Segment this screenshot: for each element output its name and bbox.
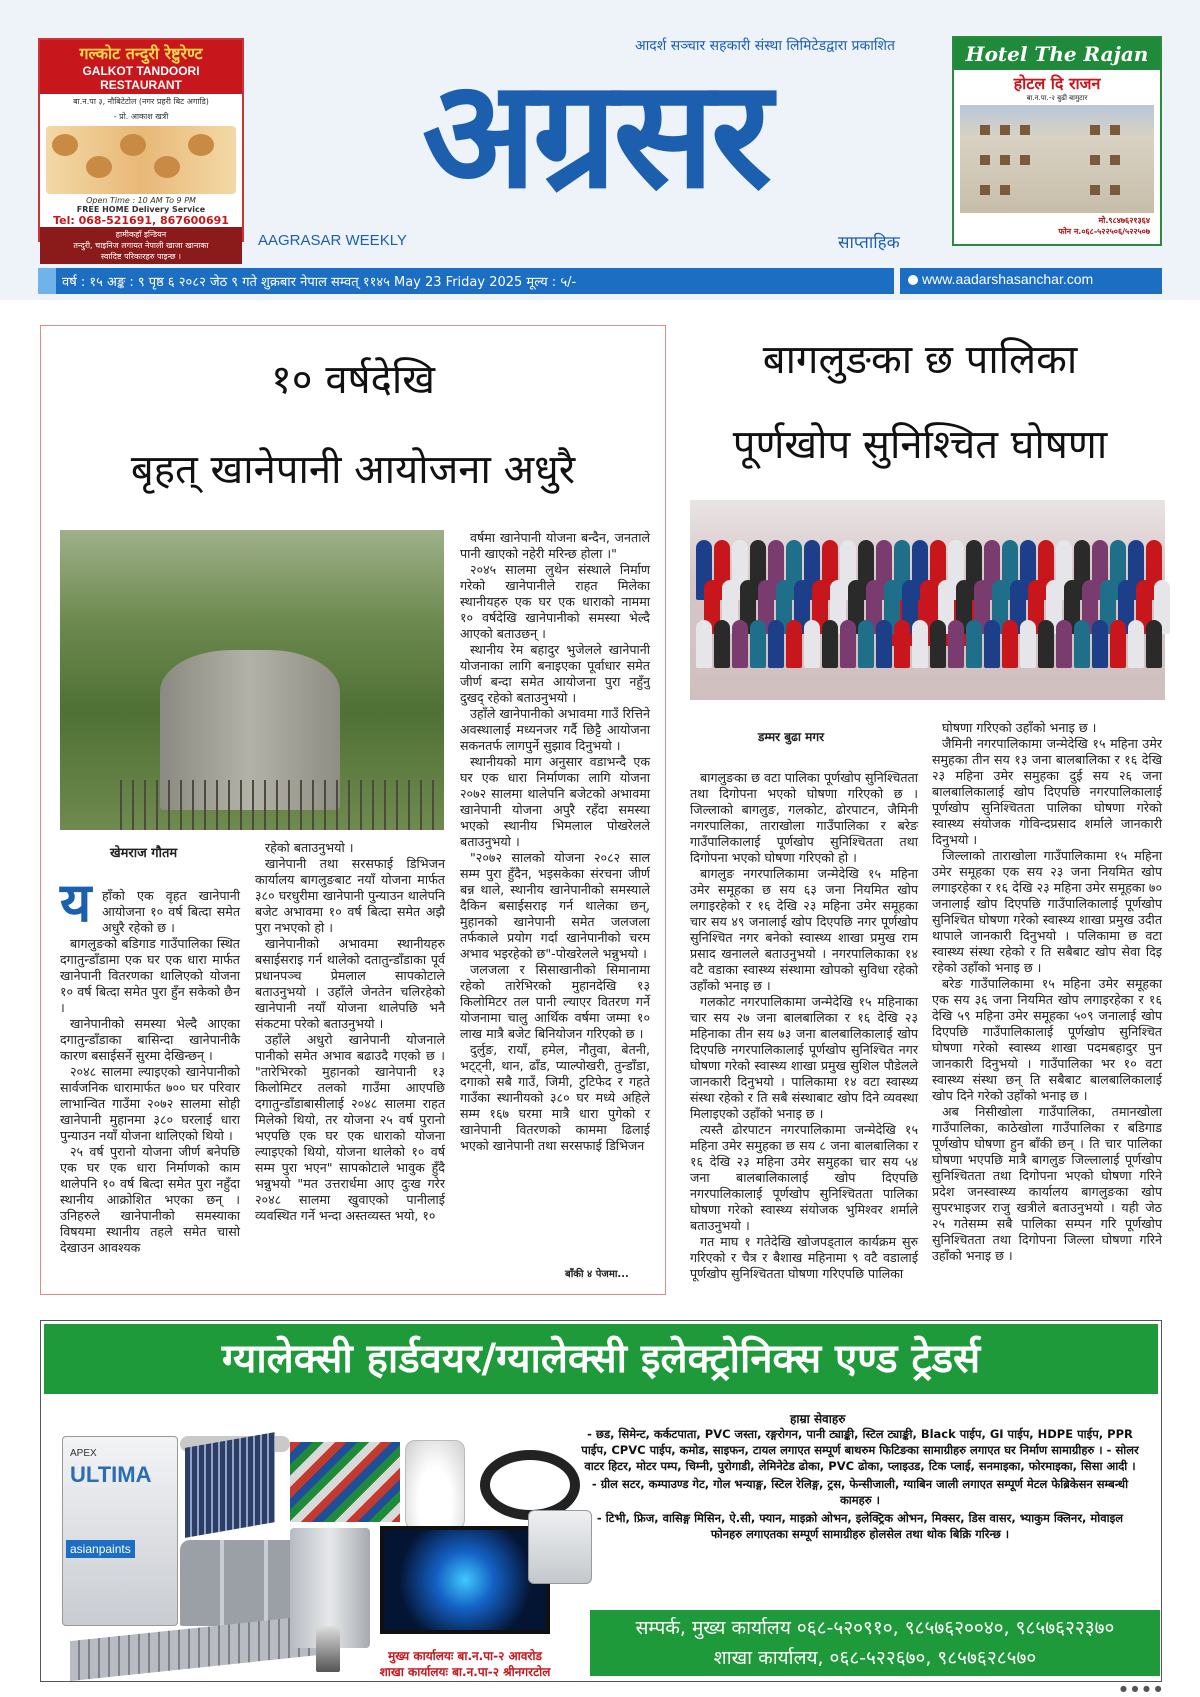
paragraph: जलजला र सिसाखानीको सिमानामा रहेको तारेभिरको मुहानदेखि १३ किलोमिटर तल पानी ल्याएर वितरण गर्ने योजनामा चालु आर्थिक वर्षमा जम्मा १० लाख मात्रै बजेट बिनियोजन गरिएको छ । [460, 962, 650, 1041]
paragraph: अब निसीखोला गाउँपालिका, तमानखोला गाउँपालिका, काठेखोला गाउँपालिका र बडिगाड पूर्णखोप घोषणा हुन बाँकी छन् । ति चार पालिका घोषणा भएपछि मात्रै बागलुङ जिल्लालाई पूर्णखोप सुनिश्चितता तथा दिगोपना भएको घोषणा गरिने प्रदेश जनस्वास्थ्य कार्यालय बागलुङका खोप सुपरभाइजर राजु खत्रीले बताउनुभयो । यही जेठ २५ गतेसम्म सबै पालिका सम्पन गरि पूर्णखोप सुनिश्चितता तथा दिगोपना जिल्ला घोषणा गरिने उहाँको भनाइ छ । [932, 1104, 1162, 1263]
service-item: - ग्रील सटर, कम्पाउण्ड गेट, गोल भन्याङ्ग, स्टिल रेलिङ्ग, ट्रस, फेन्सीजाली, ग्याबिन जाली लगाएत सम्पूर्ण मेटल फेब्रिकेसन सम्बन्धी कामहरु । [591, 1477, 1129, 1507]
right-story-headline-1: बागलुङका छ पालिका [762, 337, 1078, 383]
bullet-icon [908, 275, 918, 285]
solar-heater-panel [185, 1432, 275, 1538]
branch-office: शाखा कार्यालयः बा.न.पा-२ श्रीनगरटोल [379, 1665, 551, 1679]
person-figure [696, 620, 712, 668]
contact-main: सम्पर्क, मुख्य कार्यालय ०६८-५२०९१०, ९८५७६२००४०, ९८५७६२२३७० [635, 1617, 1115, 1639]
right-story-headline-2: पूर्णखोप सुनिश्चित घोषणा [732, 422, 1108, 468]
restaurant-footer-line2: तन्दुरी, चाइनिज लगायत नेपाली खाजा खानाका [73, 241, 209, 250]
newspaper-name-en: AAGRASAR WEEKLY [258, 232, 407, 249]
left-story-column-2 [255, 840, 445, 1224]
paragraph: २०४८ सालमा ल्याइएको खानेपानीको सार्वजनिक धारामार्फत ७०० घर परिवार लाभान्वित गाउँमा २०७२ सालमा सोही खानेपानी मुहानमा ३८० घरलाई धारा पुन्याउन नयाँ योजना थालिएको थियो । [60, 1064, 240, 1143]
restaurant-proprietor: - प्रो. आकाश खत्री [113, 112, 169, 121]
paragraph: २०४५ सालमा लुथेन संस्थाले निर्माण गरेको खानेपानीले राहत मिलेका स्थानीयहरु एक घर एक धाराको नाममा १० वर्षदेखि खानेपानीको समस्या भेल्दै आएको बताउछन् । [460, 562, 650, 641]
hotel-name-en: Hotel The Rajan [954, 38, 1160, 70]
person-figure [840, 620, 856, 668]
website-link[interactable]: www.aadarshasanchar.com [922, 271, 1094, 287]
paragraph: स्थानीय रेम बहादुर भुजेलले खानेपानी योजनाका लागि बनाइएका पूर्वाधार समेत जीर्ण बन्दा समेत आयोजना पुरा नहुँनु दुखद् रहेको बताउनुभयो । [460, 642, 650, 705]
contact-box [590, 1610, 1160, 1676]
hardware-ad-headline: ग्यालेक्सी हार्डवयर/ग्यालेक्सी इलेक्ट्रोनिक्स एण्ड ट्रेडर्स [44, 1324, 1158, 1394]
paragraph: खानेपानीको समस्या भेल्दै आएका दगातुन्डाँडाका बासिन्दा खानेपानीकै कारण बसाईसर्ने सुरमा देखिन्छन् । [60, 1016, 240, 1063]
person-figure [1056, 620, 1072, 668]
toilet-commode [405, 1440, 465, 1530]
newspaper-logo: अग्रसर [422, 48, 768, 222]
person-figure [750, 620, 766, 668]
person-figure [948, 620, 964, 668]
person-figure [1092, 620, 1108, 668]
person-figure [1128, 620, 1144, 668]
restaurant-footer-line1: हामीकहाँ इन्डियन [115, 230, 167, 239]
paint-maker: asianpaints [66, 1540, 135, 1558]
person-figure [930, 620, 946, 668]
office-addresses [345, 1648, 585, 1680]
paragraph: घोषणा गरिएको उहाँको भनाइ छ । [942, 720, 1097, 735]
hotel-photo [960, 105, 1154, 213]
print-color-marks: ● ● ● ● [1120, 1684, 1163, 1693]
restaurant-hours: Open Time : 10 AM To 9 PM [86, 196, 196, 205]
person-figure [894, 620, 910, 668]
person-figure [876, 620, 892, 668]
water-tank-photo [60, 530, 444, 830]
hotel-ad [952, 36, 1162, 246]
service-item: - टिभी, फ्रिज, वासिङ्ग मिसिन, ऐ.सी, फ्यान, माइक्रो ओभन, इलेक्ट्रिक ओभन, मिक्सर, डिस वासर, भ्याकुम क्लिनर, मोवाइल फोनहरु लगाएतका सम्पूर्ण सामाग्रीहरु होलसेल तथा थोक बिक्रि गरिन्छ । [596, 1511, 1124, 1541]
person-figure [912, 620, 928, 668]
left-story-headline-1: १० वर्षदेखि [271, 357, 435, 403]
paragraph: त्यस्तै ढोरपाटन नगरपालिकामा जन्मेदेखि १५ महिना उमेर समुहका छ सय ८ जना बालबालिका र १६ देखि २३ महिना उमेर समुहका चार सय ५४ जना बालबालिकालाई खोप दिएपछि नगरपालिकालाई पूर्णखोप सुनिश्चितता पालिका घोषणा गरेको स्वास्थ्य संयोजक भुमिश्वर शर्माले बताउनुभयो । [690, 1122, 918, 1233]
paragraph: खानेपानी तथा सरसफाई डिभिजन कार्यालय बागलुङबाट नयाँ योजना मार्फत ३८० घरधुरीमा खानेपानी पुन्याउन थालेपनि बजेट अभावमा १० वर्ष बित्दा समेत अझै पुरा नभएको हो । [255, 856, 445, 935]
drop-cap: य [60, 871, 92, 934]
paragraph: बागलुङको बडिगाड गाउँपालिका स्थित दगातुन्डाँडामा एक घर एक धारा मार्फत खानेपानी वितरणका थालिएको योजना १० वर्ष बित्दा समेत पुरा हुँन सकेको छैन । [60, 936, 240, 1015]
paragraph: बागलुङ नगरपालिकामा जन्मेदेखि १५ महिना उमेर समूहका छ सय ६३ जना नियमित खोप लगाइरहेको र १६ देखि २३ महिना उमेर समूहका चार सय ४९ जनालाई खोप दिएपछि नगर पूर्णखोप सुनिश्चित नगर बनेको स्वास्थ्य शाखा प्रमुख राम प्रसाद खनालले बताउनुभयो । नगरपालिकाका १४ वटै वडाका स्वास्थ्य संस्थामा खोपको सुविधा रहेको उहाँको भनाइ छ । [690, 866, 918, 993]
restaurant-delivery: FREE HOME Delivery Service [76, 205, 206, 214]
food-photo [46, 126, 236, 194]
person-figure [1074, 620, 1090, 668]
right-story-column-2 [932, 720, 1162, 1264]
paragraph: "२०७२ सालको योजना २०८२ साल सम्म पुरा हुँदैन, भइसकेका संरचना जीर्ण बन्न थाले, स्थानीय खानेपानीको समस्याले दैकिन बसाईसराइ गर्न थालेका छन्, मुहानको खानेपानी समेत जलजला तर्फकाले प्रयोग गर्दा खानेपानीको चरम अभाव भइरहेको छ"-पोखरेलले भन्नुभयो । [460, 850, 650, 961]
restaurant-name-np: गल्कोट तन्दुरी रेष्टुरेण्ट [40, 40, 242, 64]
paragraph: उहाँले अधुरो खानेपानी योजनाले पानीको समेत अभाव बढाउदै गएको छ । "तारेभिरको मुहानको खानेपानी १३ किलोमिटर तलको गाउँमा आएपछि दगातुन्डाँडाबासीलाई २०४८ सालमा राहत मिलेको थियो, तर योजना २५ वर्ष पुरानो भएपछि एक घर एक धाराको योजना ल्याइएको थियो, योजना थालेको १० वर्ष सम्म पुरा भएन" सापकोटाले भावुक हुँदै भन्नुभयो "मत उत्तरार्धमा आए दुःख गरेर २०४८ सालमा खुवाएको पानीलाई व्यवस्थित गर्ने भन्दा अस्तव्यस्त भयो, १० [255, 1032, 445, 1223]
paragraph: खानेपानीको अभावमा स्थानीयहरु बसाईसराइ गर्न थालेको दतातुन्डाँडाका पूर्व प्रधानपञ्च प्रेमलाल सापकोटाले बताउनुभयो । उहाँले जेनतेन चलिरहेको खानेपानी नयाँ योजना थालेपछि भनै संकटमा परेको बताउनुभयो । [255, 936, 445, 1031]
person-figure [858, 620, 874, 668]
hotel-address: बा.न.पा.-२ बुढी बामुटार [1026, 94, 1088, 102]
contact-branch: शाखा कार्यालय, ०६८-५२२६७०, ९८५७६२८५७० [713, 1647, 1037, 1669]
roofing-sheets [290, 1442, 400, 1522]
paragraph: बागलुङका छ वटा पालिका पूर्णखोप सुनिश्चितता तथा दिगोपना भएको घोषणा गरिएको छ । जिल्लाको बागलुङ, गलकोट, ढोरपाटन, जैमिनी नगरपालिका, ताराखोला गाउँपालिका र बरेङ गाउँपालिकालाई पूर्णखोप सुनिश्चितता तथा दिगोपना भएको घोषणा गरिएको हो । [690, 770, 918, 865]
paragraph: जिल्लाको ताराखोला गाउँपालिकामा १५ महिना उमेर समूहका एक सय २३ जना नियमित खोप लगाइरहेका र १६ देखि २३ महिना उमेर समूहका ७० जनालाई खोप दिएपछि गाउँपालिकालाई पूर्णखोप सुनिश्चित घोषणा गरेको स्वास्थ्य शाखा प्रमुख उदीत थापाले जानकारी दिनुभयो । पलिकामा छ वटा स्वास्थ्य संस्था रहेको र ति सबैबाट खोप सेवा दिइ रहेको उहाँको भनाइ छ । [932, 848, 1162, 975]
person-figure [1002, 620, 1018, 668]
restaurant-phone: Tel: 068-521691, 867600691 [53, 214, 229, 227]
weekly-label: साप्ताहिक [838, 233, 900, 253]
paragraph: स्थानीयको माग अनुसार वडाभन्दै एक घर एक धारा निर्माणका लागि योजना २०७२ सालमा थालेपनि बजेटको अभावमा खानेपानी योजना अपुरै रहँदा समस्या भएको स्थानीय भिमलाल पोखरेलले बताउनुभयो । [460, 754, 650, 849]
publisher-line: आदर्श सञ्चार सहकारी संस्था लिमिटेडद्वारा प्रकाशित [634, 38, 896, 54]
person-figure [768, 620, 784, 668]
restaurant-footer-line3: स्वादिष्ट परिकारहरु पाइन्छ । [100, 252, 182, 261]
person-figure [984, 620, 1000, 668]
person-figure [732, 620, 748, 668]
paragraph: गलकोट नगरपालिकामा जन्मेदेखि १५ महिनाका चार सय २७ जना बालबालिका र १६ देखि २३ महिनाका तीन सय ७३ जना बालबालिकालाई खोप दिएपछि नगरपालिकालाई पूर्णखोप सुनिश्चित नगर घोषणा गरेको स्वास्थ्य शाखा प्रमुख सुशिल पौडेलले जानकारी दिनुभयो । पालिकामा १४ वटा स्वास्थ्य संस्था रहेको र ति सबै संस्थाबाट खोप दिने व्यवस्था मिलाइएको उहाँको भनाइ छ । [690, 994, 918, 1121]
main-office: मुख्य कार्यालयः बा.न.पा-२ आवरोड [388, 1649, 542, 1663]
paragraph: जैमिनी नगरपालिकामा जन्मेदेखि १५ महिना उमेर समुहका तीन सय १३ जना बालबालिका र १६ देखि २३ महिना उमेर समुहका दुई सय २६ जना बालबालिकालाई खोप दिएपछि नगरपालिकालाई पूर्णखोप सुनिश्चितता पालिका घोषणा गरेको स्वास्थ्य संयोजक गोविन्दप्रसाद शर्माले जानकारी दिनुभयो । [932, 736, 1162, 847]
restaurant-ad [38, 38, 244, 261]
right-story-column-1 [690, 770, 918, 1282]
left-story-column-3 [460, 530, 650, 1154]
hotel-name-np: होटल दि राजन [1013, 74, 1101, 93]
hotel-mobile: मो.९८४७६२१३६४ [1098, 216, 1150, 225]
person-figure [1038, 620, 1054, 668]
left-story-byline: खेमराज गौतम [110, 846, 178, 861]
hotel-phone: फोन न.०६८-५२२५०६/५२२५०७ [1058, 227, 1150, 236]
person-figure [966, 620, 982, 668]
continued-link[interactable]: बाँकी ४ पेजमा... [565, 1269, 629, 1280]
paragraph: गत माघ १ गतेदेखि खोजपड्ताल कार्यक्रम सुरु गरिएको र चैत्र र बैशाख महिनामा ९ वटै वडालाई पूर्णखोप सुनिश्चितता घोषणा गरिएपछि पालिका [690, 1234, 918, 1281]
paint-brand: APEX [70, 1448, 97, 1459]
restaurant-footer [40, 227, 242, 264]
paragraph: बरेङ गाउँपालिकामा १५ महिना उमेर समूहका एक सय ३६ जना नियमित खोप लगाइरहेका र १६ देखि ५९ महिना उमेर समूहका ५०९ जनालाई खोप दिएपछि गाउँपालिकालाई पूर्णखोप सुनिश्चित घोषणा गरेको स्वास्थ्य शाखा पदमबहादुर पुन जानकारी दिनुभयो । गाउँपालिका भर १० वटा स्वास्थ्य संस्था छन् ति सबैबाट बालबालिकालाई खोप दिने गरेको उहाँको भनाइ छ । [932, 976, 1162, 1103]
paint-name: ULTIMA [70, 1462, 152, 1487]
television [380, 1526, 550, 1634]
restaurant-address: बा.न.पा ३, नौबिटेटोल (नगर प्रहरी बिट अगाडि) [73, 97, 209, 106]
services-list [580, 1426, 1140, 1544]
person-figure [1110, 620, 1126, 668]
person-figure [1146, 620, 1162, 668]
vaccination-event-photo [690, 500, 1165, 700]
issue-info: वर्ष : १५ अङ्क : ९ पृष्ठ ६ २०८२ जेठ ९ गते शुक्रबार नेपाल सम्वत् ११४५ May 23 Friday 2025 मूल्य : ५/- [62, 275, 577, 290]
paragraph: रहेको बताउनुभयो । [265, 840, 354, 855]
paragraph: दुर्लुङ, रायाँ, हमेल, नौतुवा, बेतनी, भट्ट्नी, थान, ढाँड, प्याल्पोखरी, तुन्डाँडा, दगाको सबै गाउँ, जिमी, टुटिफेद र गहते गाउँका स्थानीयको ३८० घर मध्ये अहिले सम्म १६७ घरमा मात्रै धारा पुगेको र खानेपानी वितरणको काममा ढिलाई भएको खानेपानी तथा सरसफाई डिभिजन [460, 1042, 650, 1153]
person-figure [714, 620, 730, 668]
restaurant-name-en: GALKOT TANDOORI RESTAURANT [40, 64, 242, 94]
blender [316, 1626, 340, 1672]
person-figure [822, 620, 838, 668]
left-story-lead: हाँको एक वृहत खानेपानी आयोजना १० वर्ष बित्दा समेत अधुरै रहेको छ । [102, 888, 240, 935]
paragraph: वर्षमा खानेपानी योजना बन्दैन, जनताले पानी खाएको नहेरी मरिन्छ होला ।" [460, 530, 650, 561]
person-figure [1020, 620, 1036, 668]
services-title: हाम्रा सेवाहरु [790, 1412, 846, 1426]
left-story-column-1 [60, 936, 240, 1256]
right-story-byline: डम्मर बुढा मगर [758, 730, 825, 744]
person-figure [786, 620, 802, 668]
service-item: - छड, सिमेन्ट, कर्कटपाता, PVC जस्ता, रङ्गरोगन, पानी ट्याङ्की, स्टिल ट्याङ्की, Black पाईप, GI पाईप, HDPE पाईप, PPR पाईप, CPVC पाईप, कमोड, साइफन, टायल लगाएत सम्पूर्ण बाथरुम फिटिङका सामाग्रीहरु लगाएत घर निर्माण सामाग्रीहरु । - सोलर वाटर हिटर, मोटर पम्प, चिम्नी, पुरोगाडी, लेमिनेटेड ढोका, PVC ढोका, प्लाइउड, टिक प्लाई, सनमाइका, फोरमाइका, सिसा आदी । [581, 1427, 1139, 1473]
person-figure [804, 620, 820, 668]
paragraph: २५ वर्ष पुरानो योजना जीर्ण बनेपछि एक घर एक धारा निर्माणको काम थालेपनि १० वर्ष बित्दा समेत पुरा नहुँदा स्थानीय आक्रोशित भएका छन् । उनिहरुले खानेपानीको समस्याका विषयमा स्थानीय तहले समेत चासो देखाउन आवश्यक [60, 1144, 240, 1255]
left-story-headline-2: बृहत् खानेपानी आयोजना अधुरै [130, 447, 576, 493]
paragraph: उहाँले खानेपानीको अभावमा गाउँ रित्तिने अवस्थालाई मध्यनजर गर्दै छिट्टै आयोजना सकनतर्फ लागपुर्ने सुझाव दिनुभयो । [460, 706, 650, 753]
